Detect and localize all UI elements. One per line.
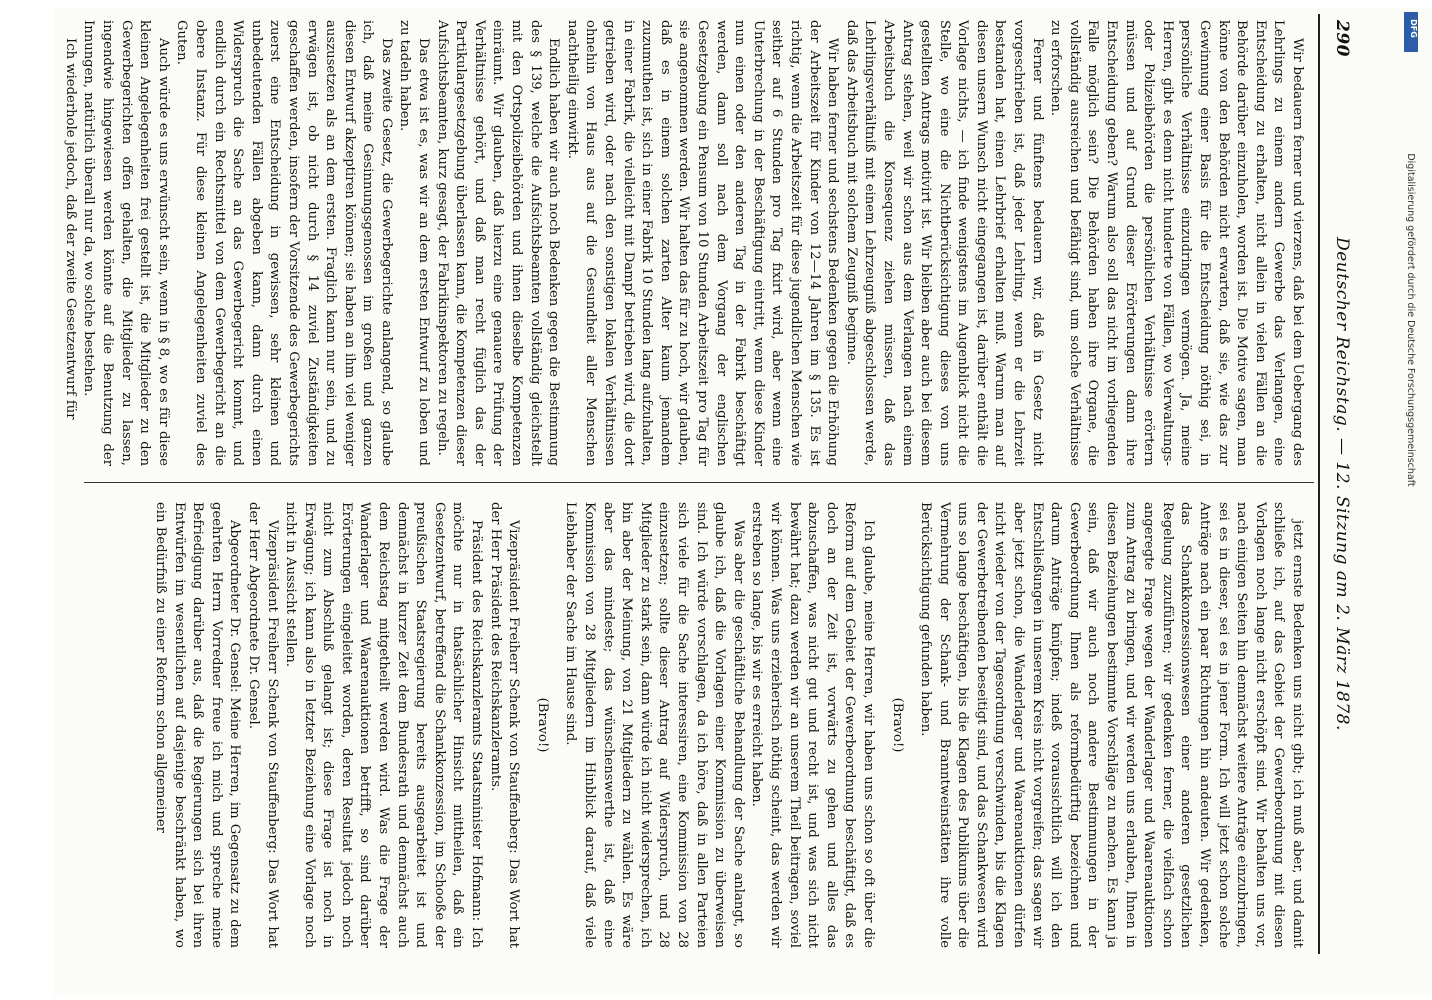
paragraph: Wir bedauern ferner und vierzens, daß bei dem Uebergang des Lehrlings zu einem andern Gewerbe das Verlangen, eine Entscheidung zu erhalten, nicht allein in vielen Fällen an die Behörde darüber einzuholen, worden ist. Die Motive sagen, man könne von den Behörden nicht erwarten, daß sie, wie das zur Gewinnung einer Basis für die Entscheidung nöthig sei, in persönliche Verhältnisse einzudringen vermögen. Ja, meine Herren, gibt es denn nicht hunderte von Fällen, wo Verwaltungs- oder Polizeibehörden die persönlichen Verhältnisse erörtern müssen und auf Grund dieser Erörterungen dann ihre Entscheidung geben? Warum also soll das nicht im vorliegenden Falle möglich sein? Die Behörden haben ihre Organe, die vollständig ausreichen und befähigt sind, um solche Verhältnisse zu erforschen. (1048, 20, 1305, 466)
page-header (1318, 14, 1362, 954)
paragraph: Ferner und fünftens bedauern wir, daß in Gesetz nicht vorgeschrieben ist, daß jeder Lehrling, wenn er die Lehrzeit bestanden hat, einen Lehrbrief erhalten muß. Warum man auf diesen unsern Wunsch nicht eingegangen ist, darüber enthält die Vorlage nichts, — ich finde wenigstens im Augenblick nicht die Stelle, wo eine die Nichtberücksichtigung dieses von uns gestellten Antrags motivirt ist. Wir bleiben aber auch bei diesem Antrag stehen, weil wir schon aus dem Verlangen nach einem Arbeitsbuch die Konsequenz ziehen müssen, daß das Lehrlingsverhältniß mit einem Lehrzeugniß abgeschlossen werde, daß das Arbeitsbuch mit solchem Zeugniß beginne. (843, 20, 1045, 466)
paragraph: Endlich haben wir auch noch Bedenken gegen die Bestimmung des § 139, welche die Aufsichtsbeamten vollständig gleichstellt mit den Ortspolizeibehörden und ihnen dieselbe Kompetenzen einräumt. Wir glauben, daß hierzu eine genauere Prüfung der Verhältnisse gehört, und daß man recht füglich das der Partikulargesetzgebung überlassen kann, die Kompetenzen dieser Aufsichtsbeamten, kurz gesagt, der Fabrikinspektoren zu regeln. (434, 20, 562, 466)
speaker-paragraph: Vizepräsident Freiherr Schenk von Stauffenberg: Das Wort hat der Herr Abgeordnete Dr. Gensel. (245, 502, 280, 948)
page-title: Deutscher Reichstag. — 12. Sitzung am 2. März 1878. (1332, 237, 1352, 731)
document-page (62, 14, 1362, 954)
paragraph: Das zweite Gesetz, die Gewerbegerichte anlangend, so glaube ich, daß meine Gesinnungsgenossen im großen und ganzen diesen Entwurf akzeptiren können; sie haben an ihm viel weniger auszusetzen als an dem ersten. Fraglich kann nur sein, und zu erwägen ist, ob nicht durch § 14 zuviel Zuständigkeiten geschaffen werden, insofern der Vorsitzende des Gewerbegerichts zuerst eine Entscheidung in gewissen, sehr kleinen und unbedeutenden Fällen abgeben kann, dann durch einen Widerspruch die Sache an das Gewerbegericht kommt, und endlich durch ein Rechtsmittel von dem Gewerbegericht an die obere Instanz. Für diese kleinen Angelegenheiten zuviel des Guten. (174, 20, 394, 466)
paragraph: jetzt ernste Bedenken uns nicht gibt; ich muß aber, und damit schließe ich, auf das Gebiet der Gewerbeordnung mit diesen Vorlagen noch lange nicht erschöpft sind. Wir behalten uns vor, nach einigen Seiten hin demnächst weitere Anträge einzubringen, sei es in dieser, sei es in jener Form. Ich will jetzt schon solche Anträge nach ein paar Richtungen hin andeuten. Wir gedenken, das Schankkonzessionswesen einer anderen gesetzlichen Regelung zuzuführen; wir gedenken ferner, die vielfach schon angeregte Frage wegen der Wanderlager und Waarenauktionen zum Antrag zu bringen, und wir werden uns erlauben, Ihnen in diesen Beziehungen bestimmte Vorschläge zu machen. Es kann ja sein, daß wir auch noch andere Bestimmungen in der Gewerbeordnung Ihnen als reformbedürftig bezeichnen und darum Anträge knüpfen; indeß voraussichtlich will ich den Entschließungen in unserem Kreis nicht vorgreifen; das sagen wir aber jetzt schon, die Wanderlager und Waarenauktionen dürfen nicht wieder von der Tagesordnung verschwinden, bis die Klagen der Gewerbetreibenden beseitigt sind, und das Schankwesen wird uns so lange beschäftigen, bis die Klagen des Publikums über die Vermehrung der Schank- und Branntweinstätten ihre volle Berücksichtigung gefunden haben. (918, 502, 1305, 948)
paragraph: Das etwa ist es, was wir an dem ersten Entwurf zu loben und zu tadeln haben. (397, 20, 432, 466)
applause-note: (Bravo!) (889, 697, 905, 753)
paragraph: Ich wiederhole jedoch, daß der zweite Gesetzentwurf für (62, 38, 78, 420)
paragraph: Was aber die geschäftliche Behandlung der Sache anlangt, so glaube ich, daß die Vorlagen einer Kommission zu überweisen sind. Ich würde vorschlagen, da ich höre, daß in allen Parteien sich viele für die Sache interessiren, eine Kommission von 28 einzusetzen; sollte dieser Antrag auf Widerspruch, und 28 Mitglieder zu stark sein, dann würde ich nicht widersprechen, ich bin aber der Meinung, von 21 Mitgliedern zu wählen. Es wäre aber das mindeste; das wünschenswerthe ist, daß eine Kommission von 28 Mitgliedern im Hinblick darauf, daß viele Liebhaber der Sache im Hause sind. (563, 502, 746, 948)
column-divider (84, 482, 1314, 483)
dfg-logo: DFG (1404, 12, 1418, 52)
paragraph: Auch würde es uns erwünscht sein, wenn in § 8, wo es für diese kleinen Angelegenheiten frei gestellt ist, die Mitglieder zu den Gewerbegerichten offen gehalten, die Mitglieder zu lassen, ingendwie hingewiesen werden könnte auf die Benutzung der Innungen, natürlich überall nur da, wo solche bestehen. (81, 20, 171, 466)
paragraph: Ich glaube, meine Herren, wir haben uns schon so oft über die Reform auf dem Gebiet der Gewerbeordnung beschäftigt, daß es doch an der Zeit ist, vorwärts zu gehen und alles das abzuschaffen, was nicht gut und recht ist, und was sich nicht bewährt hat; dazu werden wir an unserem Theil beitragen, soviel wir können. Was uns erzieherisch nöthig scheint, das werden wir erstreben so lange, bis wir es erreicht haben. (749, 502, 876, 948)
left-column (60, 20, 1306, 466)
right-column (150, 502, 1306, 948)
speaker-paragraph: Abgeordneter Dr. Gensel: Meine Herren, im Gegensatz zu dem geehrten Herrn Vorredner freue ich mich und spreche meine Befriedigung darüber aus, daß die Regierungen sich bei ihren Entwürfen im wesentlichen auf dasjenige beschränkt haben, wo ein Bedürfniß zu einer Reform schon allgemeiner (152, 502, 243, 948)
digitization-credit: Digitalisierung gefördert durch die Deutsche Forschungsgemeinschaft (1405, 153, 1416, 487)
page-number: 290 (1332, 20, 1352, 57)
applause-note: (Bravo!) (534, 697, 550, 753)
speaker-paragraph: Präsident des Reichskanzleramts Staatsminister Hofmann: Ich möchte nur in thatsächlicher Hinsicht mittheilen, daß ein Gesetzentwurf, betreffend die Schankkonzession, im Schooße der preußischen Staatsregierung bereits ausgearbeitet ist und demnächst in kurzer Zeit dem Bundesrath und demnächst auch dem Reichstag mitgetheilt werden wird. Was die Frage der Wanderlager und Waarenauktionen betrifft, so sind darüber Erörterungen eingeleitet worden, deren Resultat jedoch noch nicht zum Abschluß gelangt ist; diese Frage ist noch in Erwägung; ich kann also in letzter Beziehung eine Vorlage noch nicht in Aussicht stellen. (283, 502, 485, 948)
paragraph: Wir haben ferner und sechstens Bedenken gegen die Erhöhung der Arbeitszeit für Kinder von 12—14 Jahren im § 135. Es ist richtig, wenn die Arbeitszeit für diese jugendlichen Menschen wie seither auf 6 Stunden pro Tag fixirt wird, aber wenn eine Unterbrechung in der Beschäftigung eintritt, wenn diese Kinder nun einen oder den anderen Tag in der Fabrik beschäftigt werden, dann soll nach dem Vorgang der englischen Gesetzgebung ein Pensum von 10 Stunden Arbeitszeit pro Tag für sie angenommen werden. Wir halten das für zu hoch, wir glauben, daß es in einem solchen zarten Alter kaum jemandem zuzumuthen ist, sich in einer Fabrik 10 Stunden lang aufzuhalten, in einer Fabrik, die vielleicht mit Dampf betrieben wird, die dort getrieben wird, oder nach den sonstigen lokalen Verhältnissen ohnehin von Haus aus auf die Gesundheit aller Menschen nachtheilig einwirkt. (564, 20, 841, 466)
speaker-paragraph: Vizepräsident Freiherr Schenk von Stauffenberg: Das Wort hat der Herr Präsident des Reichskanzleramts. (487, 502, 522, 948)
